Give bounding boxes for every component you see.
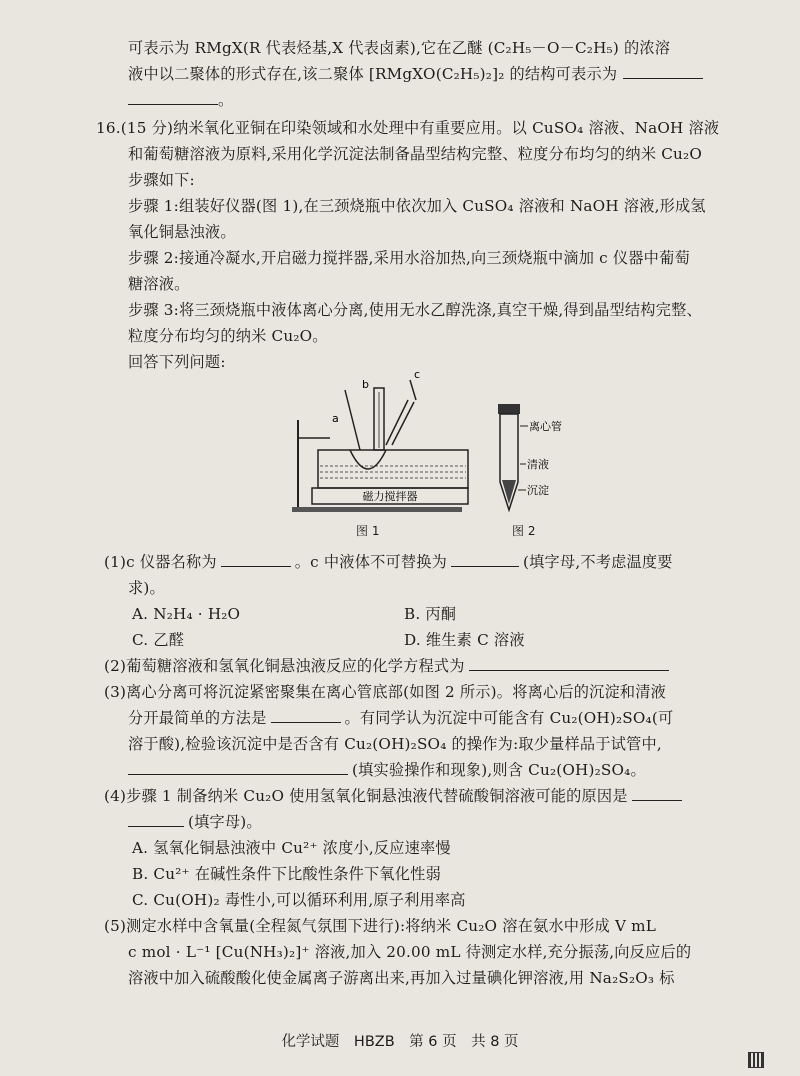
answer-blank [128,760,348,775]
figure-1-apparatus [290,370,480,520]
tube-label: 离心管 [529,420,562,433]
text-line: 氧化铜悬浊液。 [128,223,236,241]
qr-code-icon [748,1052,764,1068]
option-b: B. 丙酮 [404,605,457,623]
part-5: (5)测定水样中含氧量(全程氮气氛围下进行):将纳米 Cu₂O 溶在氨水中形成 V mL [104,917,657,935]
option-a: A. 氢氧化铜悬浊液中 Cu²⁺ 浓度小,反应速率慢 [132,839,451,857]
figure-2-caption: 图 2 [512,524,536,538]
answer-blank [451,552,519,567]
part-2: (2)葡萄糖溶液和氢氧化铜悬浊液反应的化学方程式为 [104,656,669,676]
answer-blank [221,552,291,567]
text-line: 可表示为 RMgX(R 代表烃基,X 代表卤素),它在乙醚 (C₂H₅－O－C₂H₅) 的浓溶 [128,39,671,57]
text-line: 分开最简单的方法是 。有同学认为沉淀中可能含有 Cu₂(OH)₂SO₄(可 [128,709,674,727]
text-line: 步骤如下: [128,171,195,189]
part-4: (4)步骤 1 制备纳米 Cu₂O 使用氢氧化铜悬浊液代替硫酸铜溶液可能的原因是 [104,786,682,806]
text-line: 求)。 [128,579,165,597]
label-a: a [332,412,339,425]
answer-blank [632,786,682,801]
text-line: c mol · L⁻¹ [Cu(NH₃)₂]⁺ 溶液,加入 20.00 mL 待测定水样,充分振荡,向反应后的 [128,943,692,961]
step-3: 步骤 3:将三颈烧瓶中液体离心分离,使用无水乙醇洗涤,真空干燥,得到晶型结构完整、 [128,301,702,319]
answer-blank [128,90,218,105]
stirrer-label: 磁力搅拌器 [362,490,418,503]
page-footer: 化学试题 HBZB 第 6 页 共 8 页 [281,1034,519,1050]
figure-2-centrifuge-tube [494,402,574,520]
step-2: 步骤 2:接通冷凝水,开启磁力搅拌器,采用水浴加热,向三颈烧瓶中滴加 c 仪器中葡萄 [128,249,690,267]
text-line: 和葡萄糖溶液为原料,采用化学沉淀法制备晶型结构完整、粒度分布均匀的纳米 Cu₂O [128,145,702,163]
answer-blank [623,64,703,79]
text-line: 液中以二聚体的形式存在,该二聚体 [RMgXO(C₂H₅)₂]₂ 的结构可表示为 [128,64,703,84]
sediment-label: 沉淀 [527,484,549,497]
label-c: c [414,370,421,381]
text-line: 粒度分布均匀的纳米 Cu₂O。 [128,327,328,345]
text-line: 溶于酸),检验该沉淀中是否含有 Cu₂(OH)₂SO₄ 的操作为:取少量样品于试管中, [128,735,662,753]
part-3: (3)离心分离可将沉淀紧密聚集在离心管底部(如图 2 所示)。将离心后的沉淀和清液 [104,683,667,701]
clear-liquid-label: 清液 [527,458,549,471]
text-line: 。 [128,90,233,110]
text-line: 糖溶液。 [128,275,190,293]
question-16-heading: 16.(15 分)纳米氧化亚铜在印染领域和水处理中有重要应用。以 CuSO₄ 溶液、NaOH 溶液 [96,119,720,137]
option-c: C. 乙醛 [132,631,185,649]
option-b: B. Cu²⁺ 在碱性条件下比酸性条件下氧化性弱 [132,865,441,883]
label-b: b [362,378,369,391]
figure-1-caption: 图 1 [356,524,380,538]
answer-blank [469,656,669,671]
answer-blank [271,708,341,723]
text-line: 溶液中加入硫酸酸化使金属离子游离出来,再加入过量碘化钾溶液,用 Na₂S₂O₃ 标 [128,969,675,987]
option-a: A. N₂H₄ · H₂O [132,605,241,623]
answer-blank [128,812,184,827]
text-line: 回答下列问题: [128,353,226,371]
option-d: D. 维生素 C 溶液 [404,631,525,649]
part-1: (1)c 仪器名称为 。c 中液体不可替换为 (填字母,不考虑温度要 [104,553,673,571]
text-line: (填实验操作和现象),则含 Cu₂(OH)₂SO₄。 [128,760,646,780]
text-line: (填字母)。 [128,812,262,832]
step-1: 步骤 1:组装好仪器(图 1),在三颈烧瓶中依次加入 CuSO₄ 溶液和 NaOH 溶液,形成氢 [128,197,706,215]
option-c: C. Cu(OH)₂ 毒性小,可以循环利用,原子利用率高 [132,891,466,909]
